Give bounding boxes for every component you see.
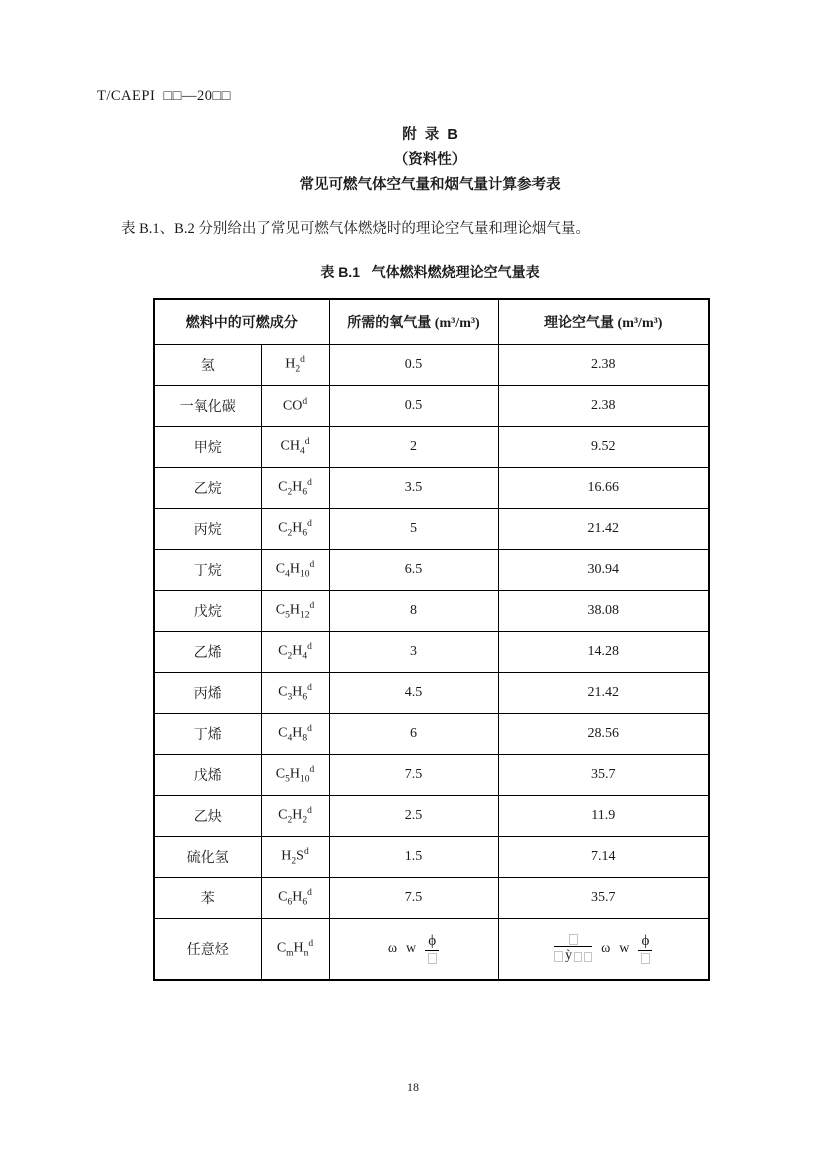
w-symbol: w bbox=[406, 941, 417, 956]
component-name-cell: 戊烯 bbox=[154, 755, 261, 796]
header-component-label: 燃料中的可燃成分 bbox=[185, 314, 298, 330]
component-name-cell: 乙烷 bbox=[154, 468, 261, 509]
missing-glyph-box bbox=[584, 952, 592, 962]
oxygen-value-cell: 7.5 bbox=[329, 755, 498, 796]
component-name-cell: 一氧化碳 bbox=[154, 386, 261, 427]
formula-cell: $C_4H_{10}^d$ bbox=[261, 550, 329, 591]
oxygen-value-cell: 3.5 bbox=[329, 468, 498, 509]
formula-cell: $CO^d$ bbox=[261, 386, 329, 427]
formula-cell: $C_mH_n^d$ bbox=[261, 919, 329, 981]
missing-glyph-box bbox=[569, 934, 578, 945]
air-value-cell: 9.52 bbox=[498, 427, 709, 468]
air-value-cell: 14.28 bbox=[498, 632, 709, 673]
missing-glyph-box bbox=[641, 953, 650, 964]
component-name-cell: 丙烯 bbox=[154, 673, 261, 714]
table-row bbox=[154, 632, 709, 673]
table-row bbox=[154, 714, 709, 755]
fraction bbox=[425, 934, 439, 965]
formula-cell: $C_2H_2^d$ bbox=[261, 796, 329, 837]
fraction bbox=[554, 934, 592, 964]
air-value-cell: 16.66 bbox=[498, 468, 709, 509]
air-formula bbox=[554, 934, 652, 965]
oxygen-formula bbox=[388, 934, 439, 965]
appendix-head-block bbox=[97, 123, 763, 198]
table-row-any-hydrocarbon bbox=[154, 919, 709, 981]
formula-cell: $C_4H_8^d$ bbox=[261, 714, 329, 755]
oxygen-value-cell: 2 bbox=[329, 427, 498, 468]
oxygen-value-cell: 8 bbox=[329, 591, 498, 632]
table-caption: 表 B.1 气体燃料燃烧理论空气量表 bbox=[320, 264, 540, 280]
formula-cell: $H_2S^d$ bbox=[261, 837, 329, 878]
table-row bbox=[154, 755, 709, 796]
missing-glyph-box bbox=[428, 953, 437, 964]
oxygen-value-cell: 2.5 bbox=[329, 796, 498, 837]
table-row bbox=[154, 345, 709, 386]
component-name-cell: 乙炔 bbox=[154, 796, 261, 837]
table-header-row bbox=[154, 299, 709, 345]
formula-cell: $CH_4^d$ bbox=[261, 427, 329, 468]
header-air-unit: (m³/m³) bbox=[617, 316, 663, 331]
air-volume-table bbox=[153, 298, 710, 981]
page-number: 18 bbox=[407, 1080, 419, 1094]
table-row bbox=[154, 427, 709, 468]
component-name-cell: 任意烃 bbox=[154, 919, 261, 981]
component-name-cell: 甲烷 bbox=[154, 427, 261, 468]
table-row bbox=[154, 878, 709, 919]
doc-number: T/CAEPI □□—20□□ bbox=[97, 88, 232, 104]
table-row bbox=[154, 591, 709, 632]
header-oxygen-unit: (m³/m³) bbox=[434, 316, 480, 331]
oxygen-value-cell: 5 bbox=[329, 509, 498, 550]
air-value-cell: 2.38 bbox=[498, 345, 709, 386]
formula-cell: $H_2^d$ bbox=[261, 345, 329, 386]
air-value-cell: 35.7 bbox=[498, 755, 709, 796]
oxygen-value-cell: 6 bbox=[329, 714, 498, 755]
header-air bbox=[498, 299, 709, 345]
component-name-cell: 丁烷 bbox=[154, 550, 261, 591]
intro-paragraph: 表 B.1、B.2 分别给出了常见可燃气体燃烧时的理论空气量和理论烟气量。 bbox=[121, 221, 590, 237]
omega-symbol: ω bbox=[387, 941, 398, 956]
formula-cell: $C_2H_6^d$ bbox=[261, 509, 329, 550]
table-row bbox=[154, 796, 709, 837]
header-component bbox=[154, 299, 329, 345]
air-value-cell: 28.56 bbox=[498, 714, 709, 755]
air-value-cell: 11.9 bbox=[498, 796, 709, 837]
omega-symbol: ω bbox=[601, 941, 611, 956]
header-air-label: 理论空气量 bbox=[544, 314, 615, 330]
oxygen-value-cell: 0.5 bbox=[329, 386, 498, 427]
component-name-cell: 乙烯 bbox=[154, 632, 261, 673]
formula-cell: $C_2H_4^d$ bbox=[261, 632, 329, 673]
header-oxygen-label: 所需的氧气量 bbox=[347, 314, 432, 330]
missing-glyph-box bbox=[554, 951, 563, 962]
y-symbol: ỳ bbox=[565, 948, 573, 964]
formula-cell: $C_5H_{12}^d$ bbox=[261, 591, 329, 632]
air-value-cell: 7.14 bbox=[498, 837, 709, 878]
oxygen-value-cell: 1.5 bbox=[329, 837, 498, 878]
w-symbol: w bbox=[619, 941, 630, 956]
formula-cell: $C_2H_6^d$ bbox=[261, 468, 329, 509]
component-name-cell: 苯 bbox=[154, 878, 261, 919]
air-value-cell: 2.38 bbox=[498, 386, 709, 427]
component-name-cell: 硫化氢 bbox=[154, 837, 261, 878]
phi-symbol: ϕ bbox=[641, 932, 650, 949]
fraction bbox=[638, 934, 652, 965]
table-row bbox=[154, 509, 709, 550]
oxygen-value-cell: 0.5 bbox=[329, 345, 498, 386]
appendix-type: （资料性） bbox=[393, 152, 467, 168]
table-row bbox=[154, 837, 709, 878]
table-row bbox=[154, 673, 709, 714]
formula-cell: $C_5H_{10}^d$ bbox=[261, 755, 329, 796]
oxygen-formula-cell bbox=[329, 919, 498, 981]
component-name-cell: 丁烯 bbox=[154, 714, 261, 755]
appendix-title: 附 录 B bbox=[402, 127, 458, 143]
phi-symbol: ϕ bbox=[428, 932, 437, 949]
oxygen-value-cell: 4.5 bbox=[329, 673, 498, 714]
air-value-cell: 30.94 bbox=[498, 550, 709, 591]
formula-cell: $C_6H_6^d$ bbox=[261, 878, 329, 919]
air-value-cell: 21.42 bbox=[498, 673, 709, 714]
oxygen-value-cell: 7.5 bbox=[329, 878, 498, 919]
appendix-heading: 常见可燃气体空气量和烟气量计算参考表 bbox=[299, 177, 561, 193]
header-oxygen bbox=[329, 299, 498, 345]
oxygen-value-cell: 3 bbox=[329, 632, 498, 673]
component-name-cell: 氢 bbox=[154, 345, 261, 386]
air-value-cell: 38.08 bbox=[498, 591, 709, 632]
air-formula-cell bbox=[498, 919, 709, 981]
component-name-cell: 丙烷 bbox=[154, 509, 261, 550]
air-value-cell: 35.7 bbox=[498, 878, 709, 919]
table-row bbox=[154, 550, 709, 591]
table-row bbox=[154, 468, 709, 509]
formula-cell: $C_3H_6^d$ bbox=[261, 673, 329, 714]
oxygen-value-cell: 6.5 bbox=[329, 550, 498, 591]
component-name-cell: 戊烷 bbox=[154, 591, 261, 632]
air-value-cell: 21.42 bbox=[498, 509, 709, 550]
table-row bbox=[154, 386, 709, 427]
missing-glyph-box bbox=[574, 952, 582, 962]
